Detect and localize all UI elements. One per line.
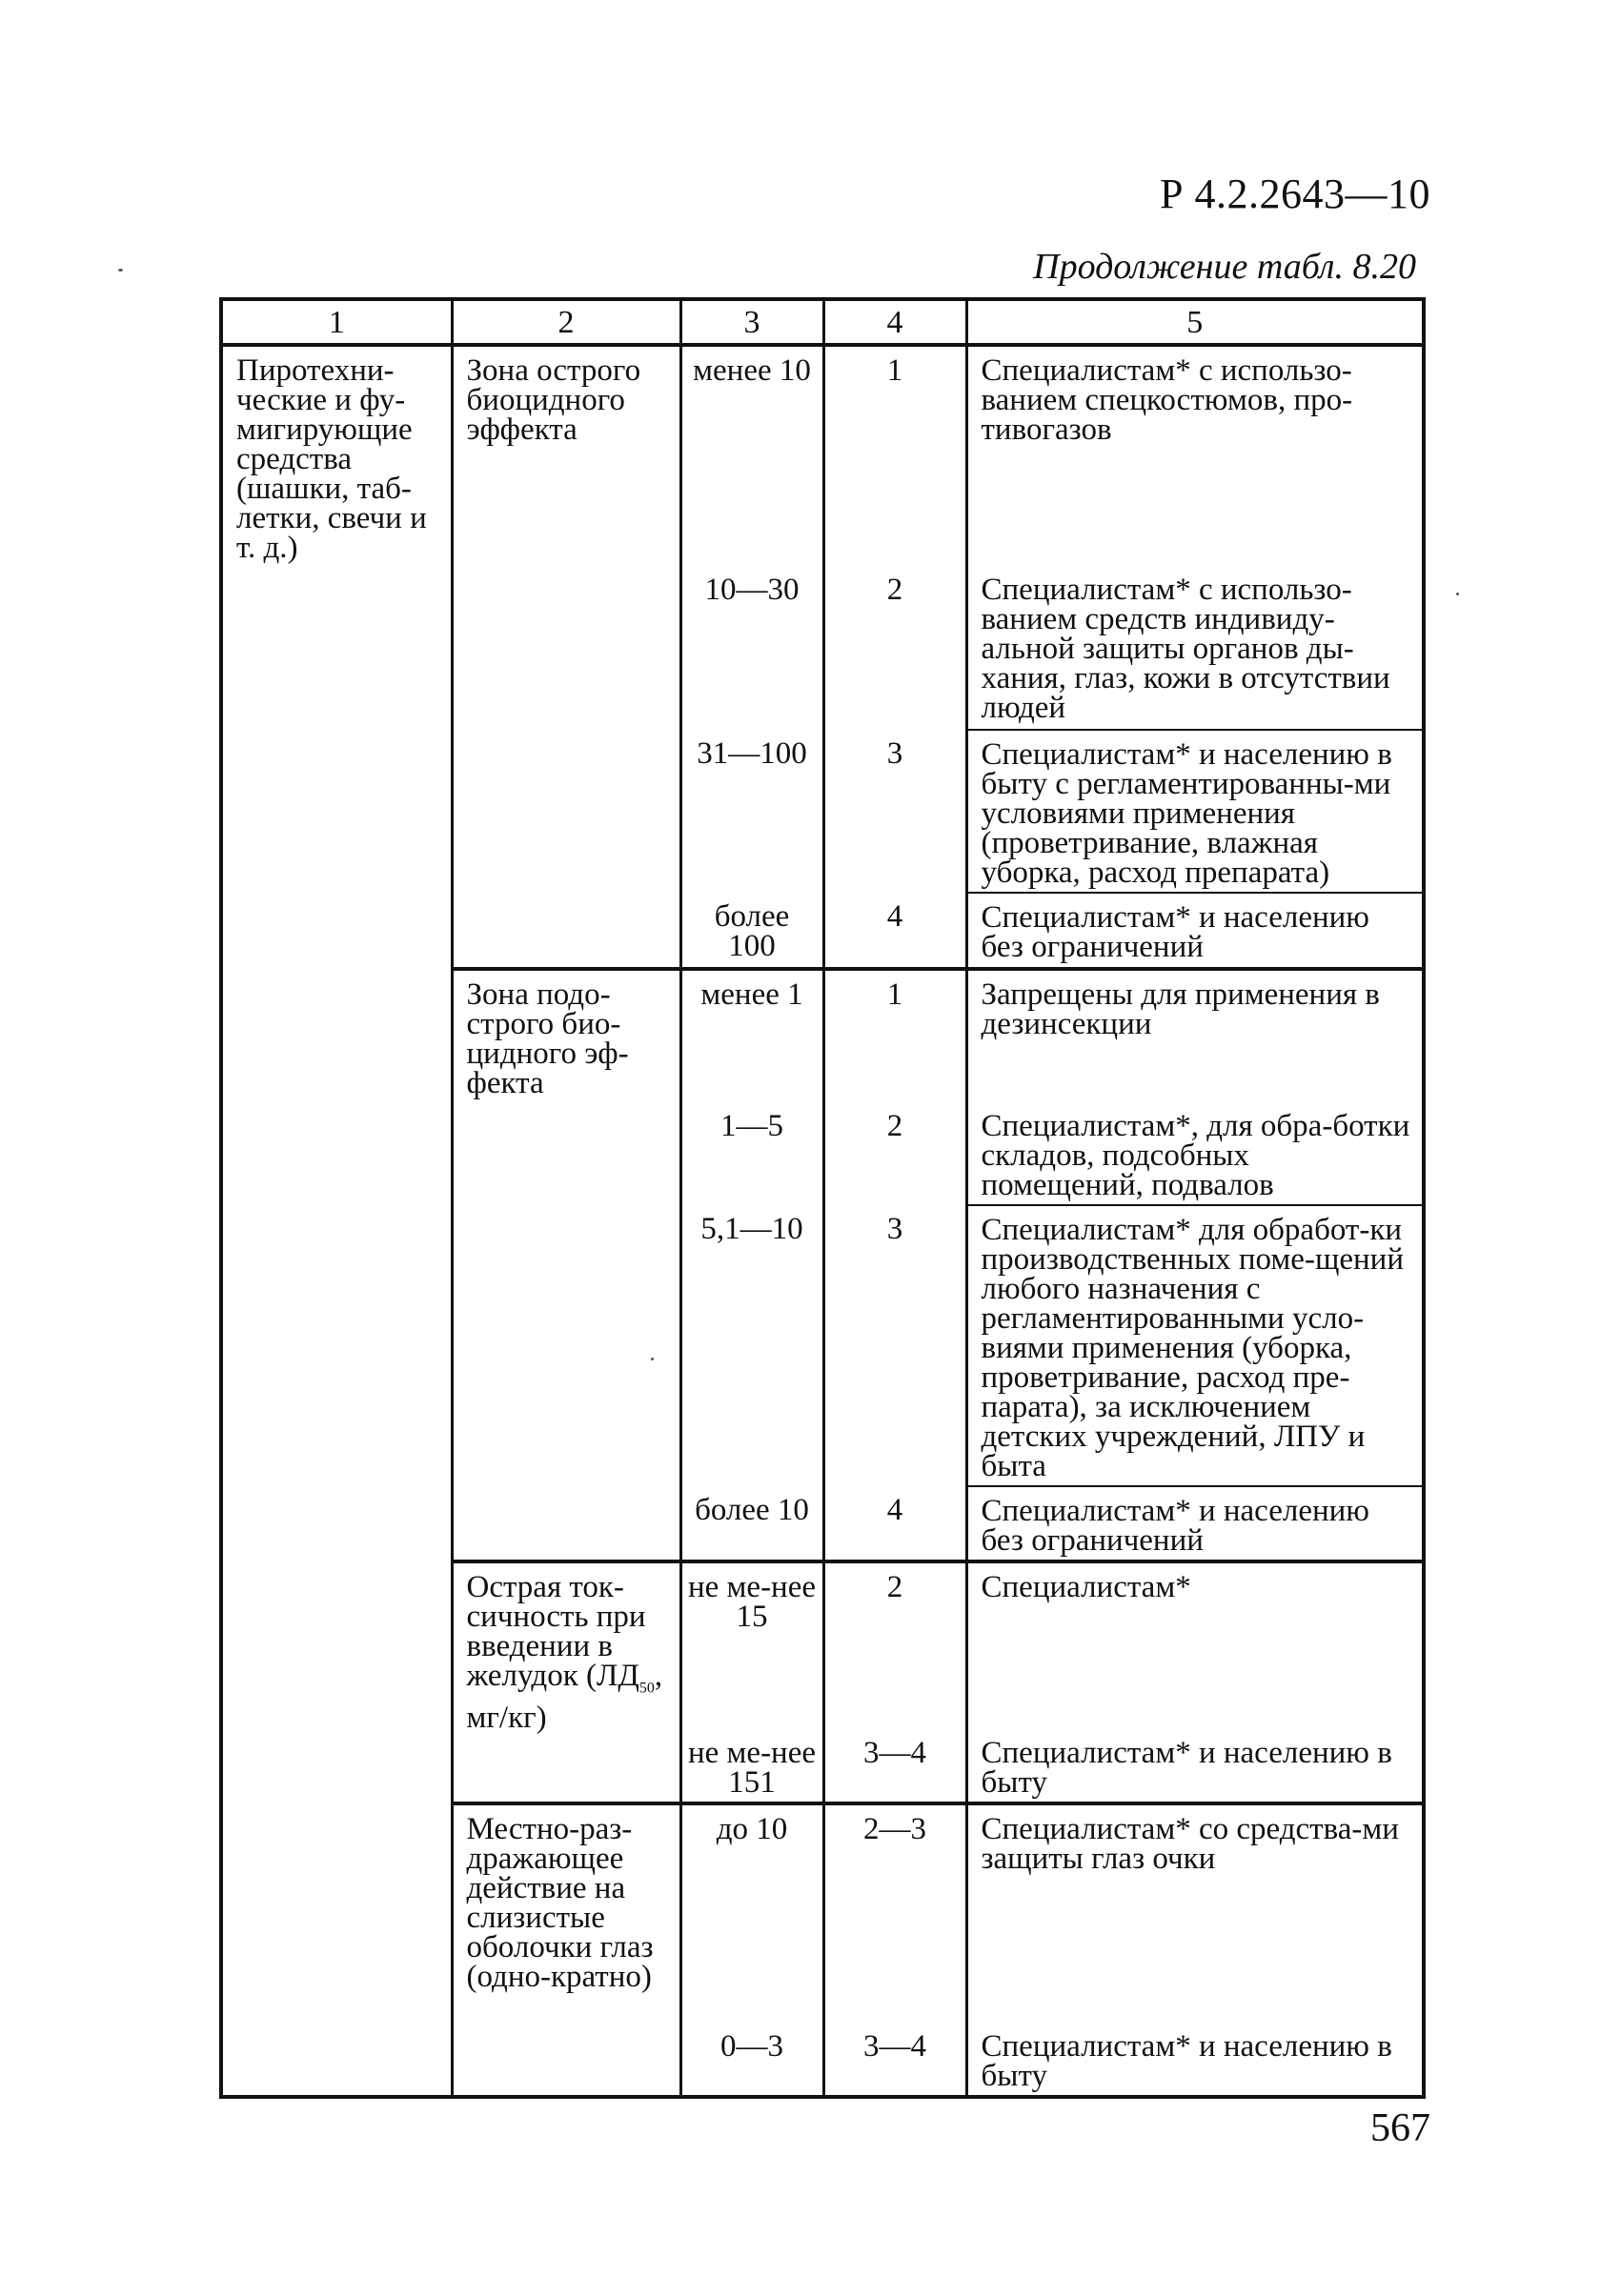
column-header: 2 xyxy=(452,299,680,345)
class-cell: 4 xyxy=(823,1486,966,1561)
note-cell: Специалистам* и населению без ограничений xyxy=(966,893,1424,969)
column-header: 5 xyxy=(966,299,1424,345)
class-cell: 1 xyxy=(823,345,966,566)
value-cell: не ме-нее 15 xyxy=(680,1561,823,1729)
product-type-cell: Пиротехни-ческие и фу-мигирующие средства (шашки, таб-летки, свечи и т. д.) xyxy=(221,345,452,2097)
note-cell: Специалистам* с использо-ванием средств индивиду-альной защиты органов ды-хания, глаз, кожи в отсутствии людей xyxy=(966,566,1424,730)
note-cell: Специалистам* и населению без ограничений xyxy=(966,1486,1424,1561)
indicator-cell: Зона острого биоцидного эффекта xyxy=(452,345,680,969)
class-cell: 1 xyxy=(823,969,966,1102)
scan-speck xyxy=(1456,593,1459,595)
page-number: 567 xyxy=(1370,2106,1430,2150)
table-row xyxy=(221,345,1424,566)
column-header: 1 xyxy=(221,299,452,345)
note-cell: Специалистам*, для обра-ботки складов, подсобных помещений, подвалов xyxy=(966,1102,1424,1205)
class-cell: 3—4 xyxy=(823,2023,966,2097)
indicator-label: Острая ток-сичность при введении в желудок (ЛД xyxy=(466,1570,646,1693)
column-header: 4 xyxy=(823,299,966,345)
class-cell: 3 xyxy=(823,1205,966,1486)
value-cell: до 10 xyxy=(680,1803,823,2023)
note-cell: Специалистам* со средства-ми защиты глаз очки xyxy=(966,1803,1424,2023)
value-cell: менее 10 xyxy=(680,345,823,566)
note-cell: Запрещены для применения в дезинсекции xyxy=(966,969,1424,1102)
class-cell: 3 xyxy=(823,730,966,893)
note-cell: Специалистам* и населению в быту xyxy=(966,1729,1424,1803)
value-cell: 1—5 xyxy=(680,1102,823,1205)
note-cell: Специалистам* xyxy=(966,1561,1424,1729)
class-cell: 4 xyxy=(823,893,966,969)
value-cell: менее 1 xyxy=(680,969,823,1102)
indicator-cell: Зона подо-строго био-цидного эф-фекта xyxy=(452,969,680,1561)
class-cell: 2—3 xyxy=(823,1803,966,2023)
table-caption: Продолжение табл. 8.20 xyxy=(1033,247,1416,287)
class-cell: 2 xyxy=(823,1102,966,1205)
value-cell: 0—3 xyxy=(680,2023,823,2097)
table-container xyxy=(219,297,1422,2099)
document-code: Р 4.2.2643—10 xyxy=(1160,171,1430,217)
indicator-subscript: 50 xyxy=(638,1680,655,1697)
value-cell: более 10 xyxy=(680,1486,823,1561)
data-table xyxy=(219,297,1426,2099)
value-cell: 31—100 xyxy=(680,730,823,893)
value-cell: более 100 xyxy=(680,893,823,969)
note-cell: Специалистам* и населению в быту xyxy=(966,2023,1424,2097)
note-cell: Специалистам* с использо-ванием спецкостюмов, про-тивогазов xyxy=(966,345,1424,566)
indicator-cell: Местно-раз-дражающее действие на слизистые оболочки глаз (одно-кратно) xyxy=(452,1803,680,2097)
scan-speck xyxy=(651,1358,654,1360)
indicator-cell xyxy=(452,1561,680,1803)
table-header-row xyxy=(221,299,1424,345)
class-cell: 2 xyxy=(823,1561,966,1729)
value-cell: не ме-нее 151 xyxy=(680,1729,823,1803)
value-cell: 10—30 xyxy=(680,566,823,730)
value-cell: 5,1—10 xyxy=(680,1205,823,1486)
class-cell: 3—4 xyxy=(823,1729,966,1803)
note-cell: Специалистам* для обработ-ки производственных поме-щений любого назначения с регламентированными усло-виями применения (уборка, проветривание, расход пре-парата), за исключением детских учреждений, ЛПУ и быта xyxy=(966,1205,1424,1486)
indicator-label-tail: , мг/кг) xyxy=(466,1659,663,1735)
column-header: 3 xyxy=(680,299,823,345)
class-cell: 2 xyxy=(823,566,966,730)
scan-speck xyxy=(118,269,123,272)
note-cell: Специалистам* и населению в быту с регламентированны-ми условиями применения (проветривание, влажная уборка, расход препарата) xyxy=(966,730,1424,893)
